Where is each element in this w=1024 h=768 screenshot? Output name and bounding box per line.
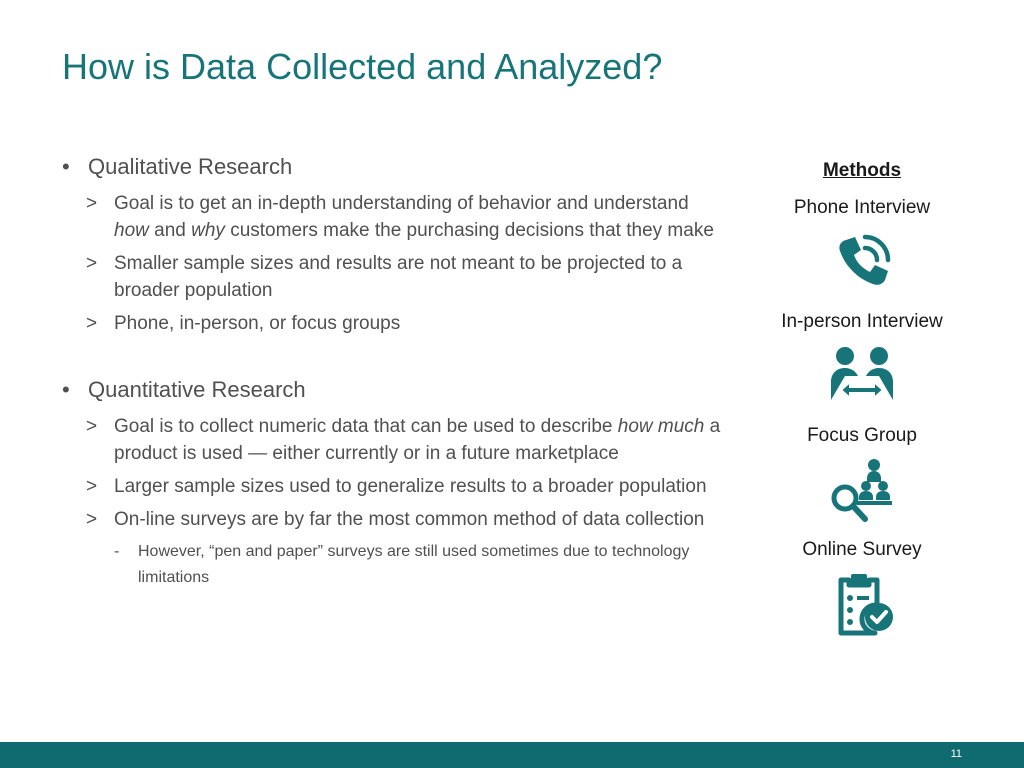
people-exchange-icon [827,342,897,412]
emphasis-how: how [114,220,149,241]
text-run: customers make the purchasing decisions that they make [224,220,714,241]
focus-group-search-icon [827,456,897,526]
slide-title: How is Data Collected and Analyzed? [62,46,663,87]
footer-bar [0,742,1024,768]
arrow-marker: > [86,509,98,530]
phone-icon [827,228,897,298]
page-number: 11 [950,748,962,760]
text-run: Goal is to collect numeric data that can be used to describe [114,416,618,437]
arrow-marker: > [86,476,98,497]
quantitative-goal [62,413,722,467]
bullet-qualitative [62,152,722,182]
qualitative-channels [62,310,722,337]
emphasis-why: why [191,220,225,241]
text-run: Goal is to get an in-depth understanding of behavior and understand [114,193,689,214]
arrow-marker: > [86,253,98,274]
arrow-marker: > [86,416,98,437]
qualitative-heading: Qualitative Research [88,154,293,179]
text-run: On-line surveys are by far the most common method of data collection [114,509,705,530]
method-label-focus-group: Focus Group [807,425,917,446]
text-run: Smaller sample sizes and results are not meant to be projected to a broader population [114,253,683,301]
qualitative-goal [62,190,722,244]
methods-heading: Methods [822,160,902,181]
text-run: However, “pen and paper” surveys are still used sometimes due to technology limitations [138,543,690,586]
text-run: Larger sample sizes used to generalize results to a broader population [114,476,707,497]
text-run: a product is used — either currently or in a future marketplace [114,416,721,464]
bullet-marker: • [62,154,70,179]
quantitative-note [62,539,722,591]
quantitative-heading: Quantitative Research [88,377,306,402]
clipboard-check-icon [827,570,897,640]
content-area [62,152,722,591]
methods-panel [752,160,972,650]
dash-marker: - [114,543,120,560]
method-label-online-survey: Online Survey [802,539,922,560]
quantitative-samples [62,473,722,500]
arrow-marker: > [86,313,98,334]
arrow-marker: > [86,193,98,214]
text-run: and [148,220,192,241]
bullet-marker: • [62,377,70,402]
bullet-quantitative [62,375,722,405]
method-label-in-person: In-person Interview [781,311,943,332]
method-label-phone: Phone Interview [793,197,931,218]
emphasis-how-much: how much [617,416,705,437]
quantitative-online [62,506,722,533]
text-run: Phone, in-person, or focus groups [114,313,401,334]
qualitative-samples [62,250,722,304]
